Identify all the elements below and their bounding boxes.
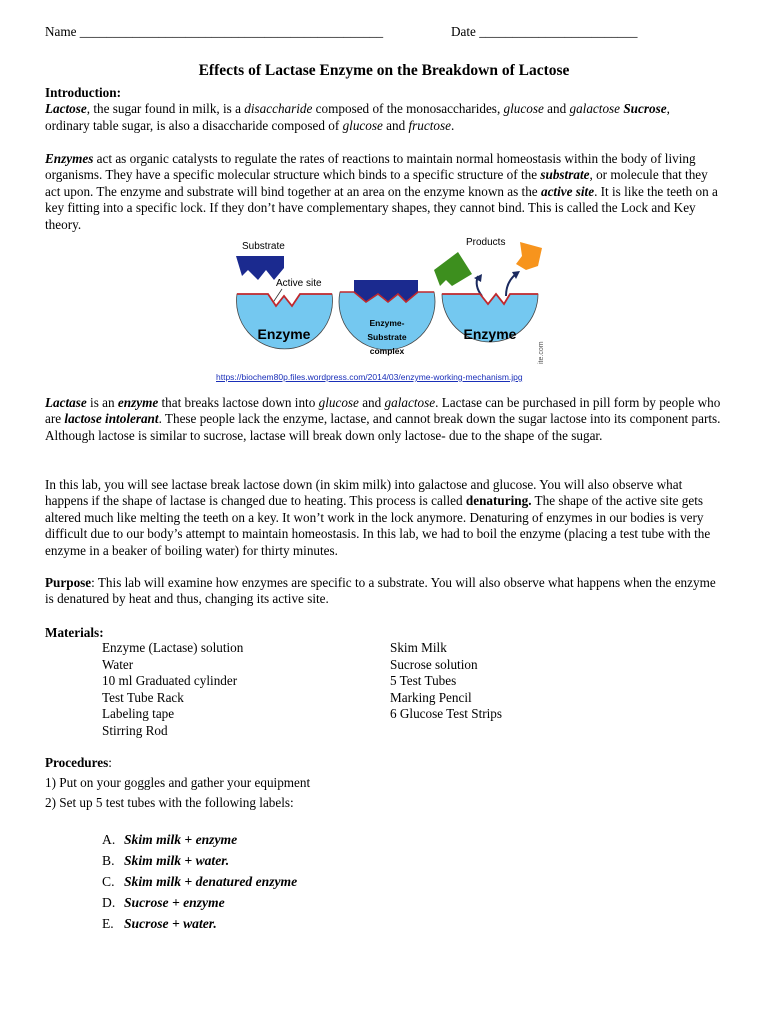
intro-paragraph-line-1: Lactose, the sugar found in milk, is a disaccharide composed of the monosaccharides, glucose and galactose Sucrose, (45, 101, 670, 116)
lab-paragraph: In this lab, you will see lactase break lactose down (in skim milk) into galactose and glucose. You will also observe what happens if the shape of lactase is changed due to heating. This process is called denaturing. The shape of the active site gets altered much like melting the teeth on a key. It won’t work in the lock anymore. Denaturing of enzymes in our bodies is very difficult due to our body’s attempt to maintain homeostasis. In this lab, we had to boil the enzyme (placing a test tube with the enzyme in a beaker of boiling water) for thirty minutes. (45, 477, 711, 558)
lactase-paragraph: Lactase is an enzyme that breaks lactose down into glucose and galactose. Lactase can be purchased in pill form by people who are lactose intolerant. These people lack the enzyme, lactase, and cannot break down the sugar lactose into its component parts. Although lactose is similar to sucrose, lactase will break down only lactose- due to the shape of the sugar. (45, 395, 721, 443)
material-item: 10 ml Graduated cylinder (102, 673, 238, 688)
complex-label-line-3: complex (369, 346, 405, 356)
substrate-label: Substrate (242, 241, 285, 252)
tube-label-item: A. Skim milk + enzyme (102, 832, 238, 847)
complex-label-line-1: Enzyme- (369, 318, 405, 328)
intro-paragraph-line-2: ordinary table sugar, is also a disaccharide composed of glucose and fructose. (45, 118, 455, 133)
tube-label-item: E. Sucrose + water. (102, 916, 217, 931)
enzyme-mechanism-diagram (220, 234, 555, 374)
material-item: Stirring Rod (102, 722, 168, 738)
introduction-heading: Introduction: (45, 85, 121, 100)
material-item: Water (102, 656, 134, 672)
diagram-source-link[interactable]: https://biochem80p.files.wordpress.com/2014/03/enzyme-working-mechanism.jpg (216, 372, 523, 382)
material-item: Labeling tape (102, 706, 175, 721)
date-field-label: Date ________________________ (451, 24, 638, 39)
procedures-heading: Procedures: (45, 755, 112, 770)
material-item: Sucrose solution (390, 656, 478, 672)
material-item: Test Tube Rack (102, 689, 184, 705)
complex-label-line-2: Substrate (367, 332, 407, 342)
material-item: 5 Test Tubes (390, 673, 457, 688)
product-orange-shape (516, 242, 542, 270)
tube-label-item: D. Sucrose + enzyme (102, 895, 225, 910)
tube-label-item: B. Skim milk + water. (102, 853, 230, 868)
name-field-label: Name ______________________________________________ (45, 24, 384, 39)
watermark-text: ite.com (538, 341, 545, 364)
enzymes-paragraph: Enzymes act as organic catalysts to regulate the rates of reactions to maintain normal homeostasis within the body of living organisms. They have a specific molecular structure which binds to a specific structure of the substrate, or molecule that they act upon. The enzyme and substrate will bind together at an area on the enzyme known as the active site. It is like the teeth on a key fitting into a specific lock. If they don’t have complementary shapes, they cannot bind. This is called the Lock and Key theory. (45, 151, 718, 232)
materials-heading: Materials: (45, 625, 104, 640)
active-site-label: Active site (276, 278, 322, 289)
arrow-right (506, 274, 516, 296)
material-item: 6 Glucose Test Strips (390, 706, 503, 721)
material-item: Skim Milk (390, 640, 447, 655)
procedure-step: 1) Put on your goggles and gather your equipment (45, 775, 311, 790)
product-green-shape (434, 252, 472, 286)
material-item: Marking Pencil (390, 689, 472, 705)
material-item: Enzyme (Lactase) solution (102, 640, 244, 655)
enzyme-label-1: Enzyme (257, 326, 311, 342)
enzyme-label-2: Enzyme (463, 326, 517, 342)
substrate-shape (236, 256, 284, 280)
products-label: Products (466, 237, 506, 248)
procedure-step: 2) Set up 5 test tubes with the following labels: (45, 795, 294, 810)
document-title: Effects of Lactase Enzyme on the Breakdown of Lactose (198, 62, 570, 79)
tube-label-item: C. Skim milk + denatured enzyme (102, 874, 298, 889)
purpose-paragraph: Purpose: This lab will examine how enzymes are specific to a substrate. You will also observe what happens when the enzyme is denatured by heat and thus, changing its active site. (45, 575, 716, 607)
